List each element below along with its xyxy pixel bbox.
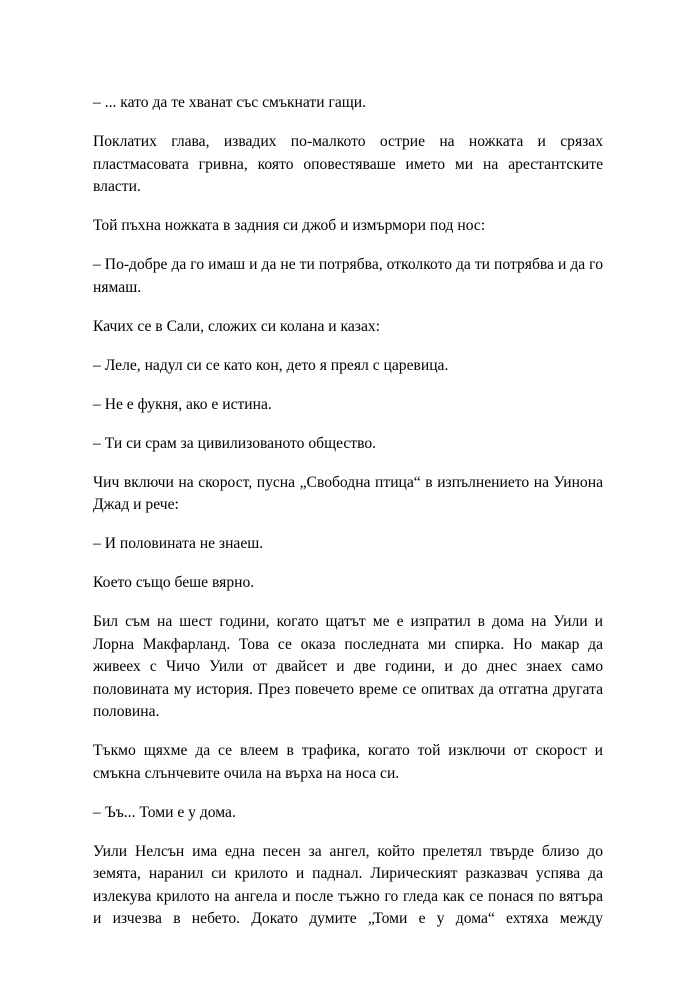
paragraph: – По-добре да го имаш и да не ти потрябва, отколкото да ти потрябва и да го нямаш. bbox=[93, 256, 603, 296]
paragraph: – Леле, надул си се като кон, дето я преял с царевица. bbox=[93, 356, 449, 374]
paragraph: Чич включи на скорост, пусна „Свободна птица“ в изпълнението на Уинона Джад и рече: bbox=[93, 473, 603, 513]
paragraph: Уили Нелсън има една песен за ангел, който прелетял твърде близо до земята, наранил си крилото и паднал. Лирическият разказвач успява да излекува крилото на ангела и после тъжно го гледа как се понася по вятъра и изчезва в небето. Докато думите „Томи е у дома“ ехтяха между bbox=[93, 842, 603, 927]
paragraph: – Ъъ... Томи е у дома. bbox=[93, 803, 236, 821]
paragraph: Тъкмо щяхме да се влеем в трафика, когато той изключи от скорост и смъкна слънчевите очила на върха на носа си. bbox=[93, 742, 603, 782]
paragraph: Той пъхна ножката в задния си джоб и измърмори под нос: bbox=[93, 217, 486, 234]
paragraph: Което също беше вярно. bbox=[93, 574, 255, 591]
paragraph: Качих се в Сали, сложих си колана и казах: bbox=[93, 317, 380, 335]
paragraph: – Не е фукня, ако е истина. bbox=[93, 395, 272, 413]
paragraph: – И половината не знаеш. bbox=[93, 535, 264, 552]
paragraph: – ... като да те хванат със смъкнати гащи. bbox=[93, 94, 367, 111]
paragraph: Бил съм на шест години, когато щатът ме е изпратил в дома на Уили и Лорна Макфарланд. Това се оказа последната ми спирка. Но макар да живеех с Чичо Уили от двайсет и две години, и до днес знаех само половината му история. През повечето време се опитвах да отгатна другата половина. bbox=[93, 613, 603, 720]
document-body bbox=[93, 92, 603, 931]
paragraph: – Ти си срам за цивилизованото общество. bbox=[93, 434, 377, 452]
paragraph: Поклатих глава, извадих по-малкото острие на ножката и срязах пластмасовата гривна, която оповестяваше името ми на арестантските власти. bbox=[93, 133, 603, 195]
